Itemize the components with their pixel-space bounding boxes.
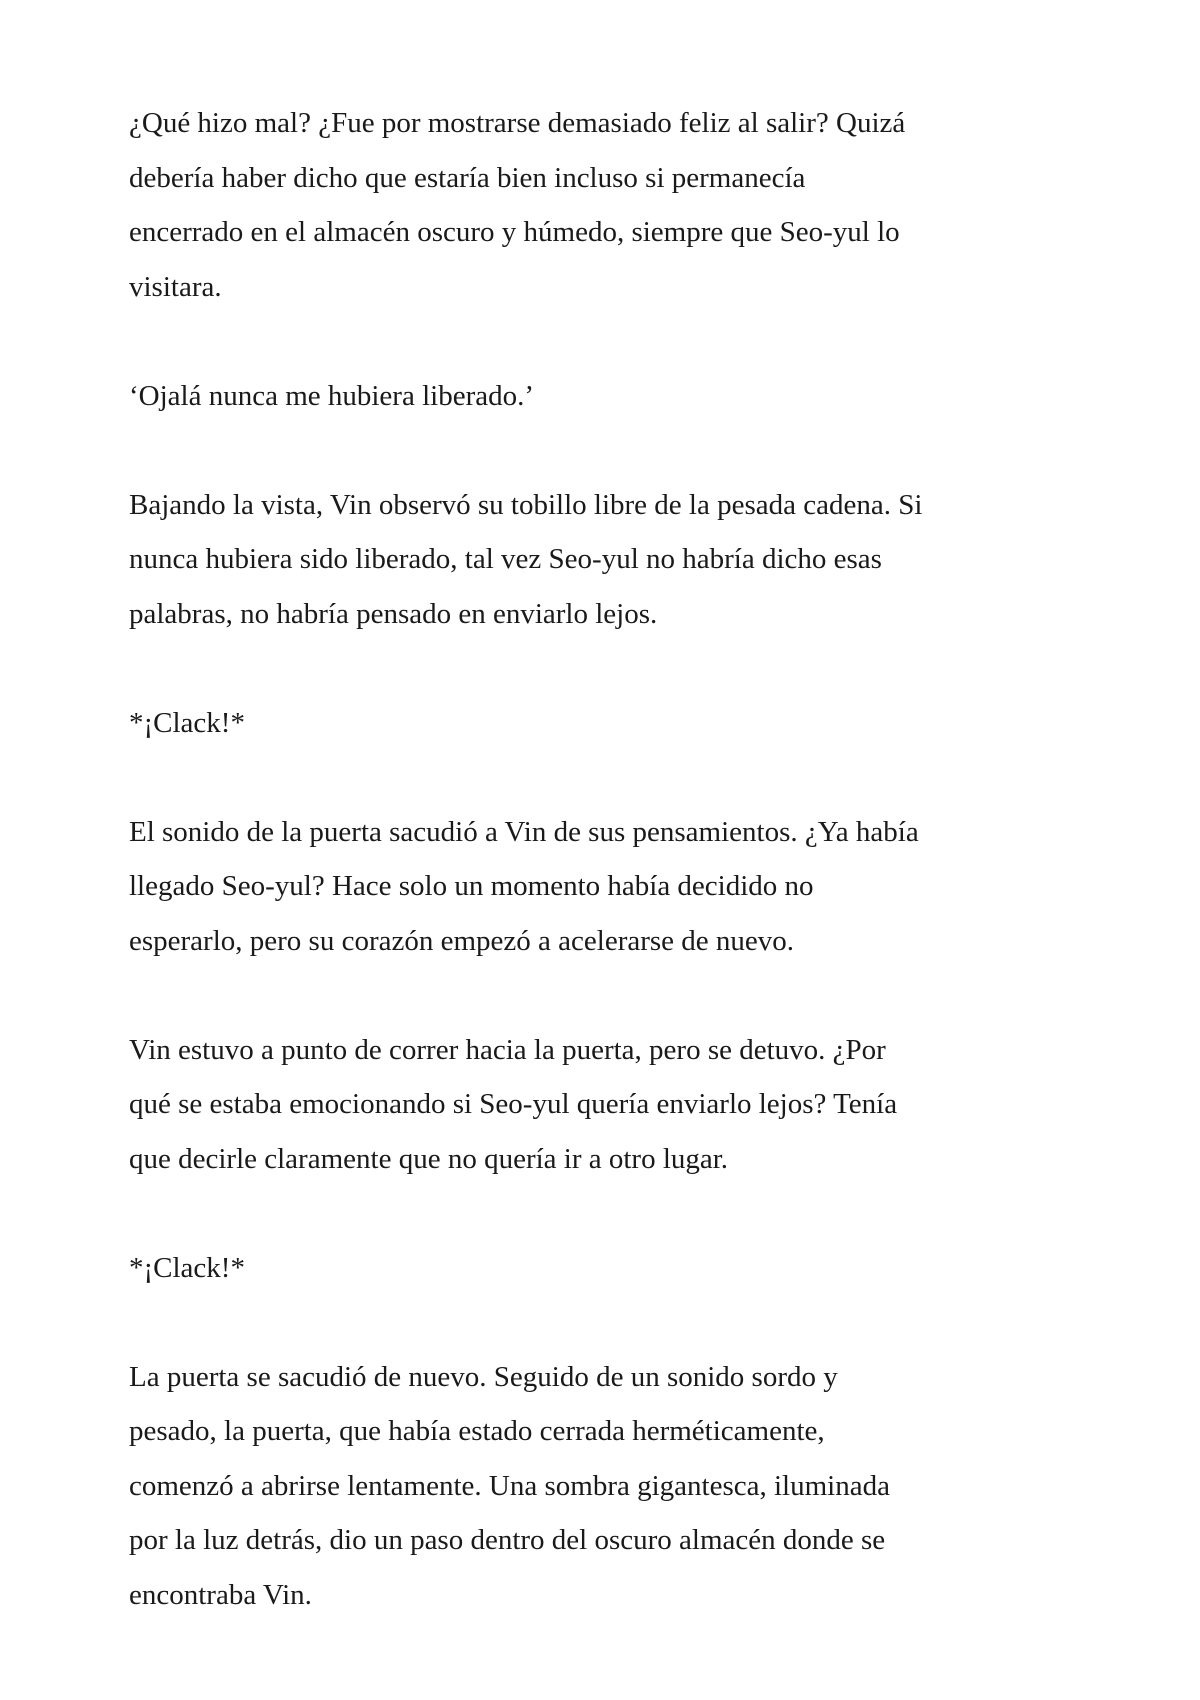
text-line: debería haber dicho que estaría bien incluso si permanecía [129, 161, 806, 194]
text-line: ¿Qué hizo mal? ¿Fue por mostrarse demasiado feliz al salir? Quizá [129, 107, 906, 139]
text-line: comenzó a abrirse lentamente. Una sombra gigantesca, iluminada [129, 1469, 890, 1502]
paragraph [129, 369, 1089, 424]
paragraph [129, 1023, 1089, 1187]
text-line: que decirle claramente que no quería ir a otro lugar. [129, 1142, 729, 1175]
text-line: qué se estaba emocionando si Seo-yul quería enviarlo lejos? Tenía [129, 1088, 898, 1120]
text-line: por la luz detrás, dio un paso dentro del oscuro almacén donde se [129, 1524, 886, 1556]
text-line: llegado Seo-yul? Hace solo un momento había decidido no [129, 870, 814, 902]
paragraph [129, 696, 1089, 751]
text-line: ‘Ojalá nunca me hubiera liberado.’ [129, 379, 535, 412]
text-line: esperarlo, pero su corazón empezó a acelerarse de nuevo. [129, 924, 795, 957]
text-line: encerrado en el almacén oscuro y húmedo, siempre que Seo-yul lo [129, 216, 900, 248]
text-line: El sonido de la puerta sacudió a Vin de sus pensamientos. ¿Ya había [129, 815, 919, 848]
text-line: nunca hubiera sido liberado, tal vez Seo-yul no habría dicho esas [129, 543, 882, 575]
paragraph [129, 96, 1089, 314]
text-line: pesado, la puerta, que había estado cerrada herméticamente, [129, 1415, 825, 1447]
text-line: palabras, no habría pensado en enviarlo lejos. [129, 597, 658, 630]
document-body [129, 96, 1089, 1677]
paragraph [129, 478, 1089, 642]
text-line: visitara. [129, 270, 222, 303]
paragraph [129, 1350, 1089, 1623]
paragraph [129, 805, 1089, 969]
text-line: Vin estuvo a punto de correr hacia la puerta, pero se detuvo. ¿Por [129, 1033, 886, 1066]
text-line: La puerta se sacudió de nuevo. Seguido de un sonido sordo y [129, 1360, 838, 1393]
paragraph [129, 1241, 1089, 1296]
text-line: Bajando la vista, Vin observó su tobillo libre de la pesada cadena. Si [129, 488, 923, 521]
text-line: *¡Clack!* [129, 1251, 245, 1284]
text-line: encontraba Vin. [129, 1578, 312, 1611]
text-line: *¡Clack!* [129, 706, 245, 739]
